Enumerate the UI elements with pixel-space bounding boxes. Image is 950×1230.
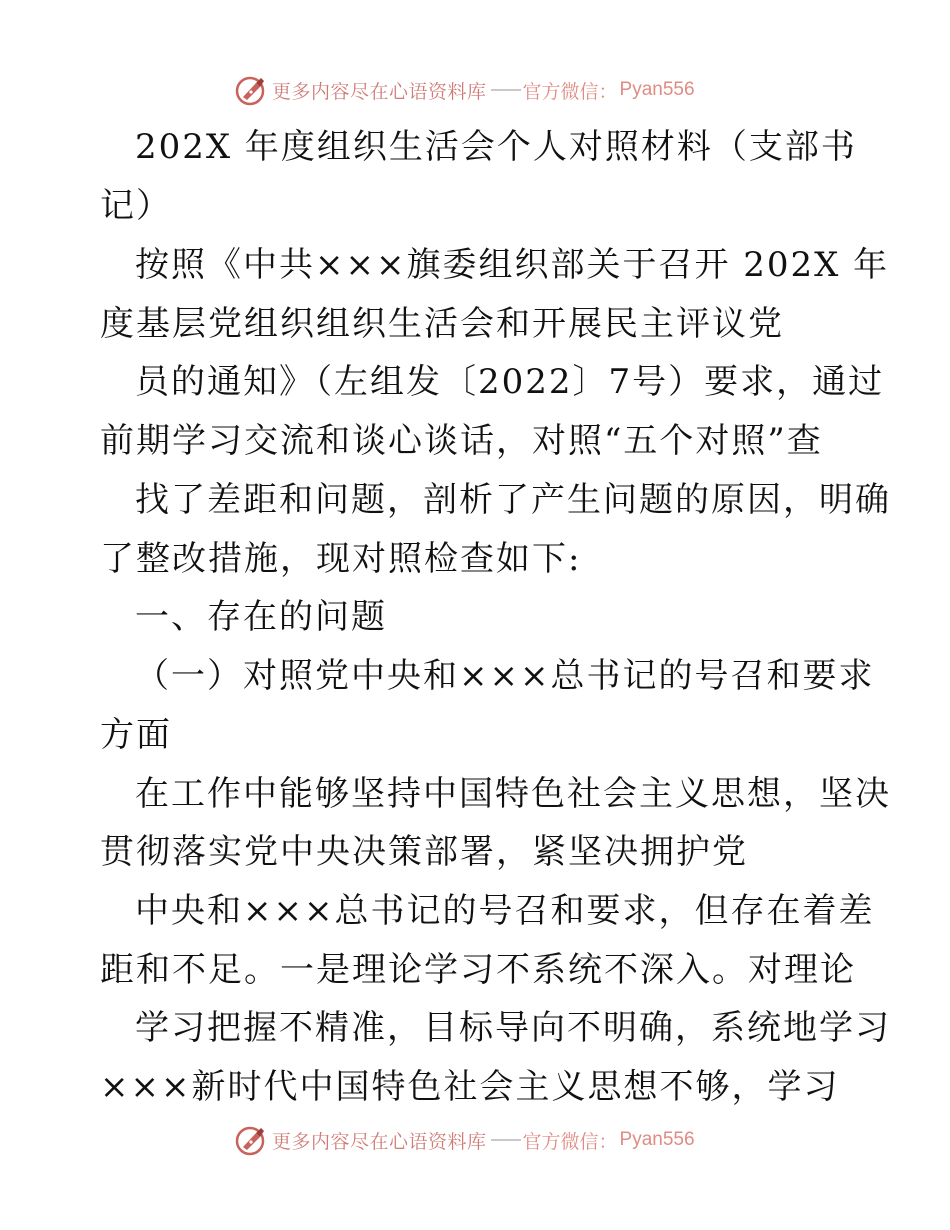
header-watermark-banner — [234, 71, 695, 109]
doc-text-line: 按照《中共×××旗委组织部关于召开 202X 年 — [135, 245, 890, 285]
watermark-text: 更多内容尽在心语资料库 — [272, 1130, 487, 1153]
doc-title-line-2: 记） — [100, 186, 172, 226]
pen-nib-logo-icon — [234, 73, 268, 107]
doc-text-line: 中央和×××总书记的号召和要求，但存在着差 — [135, 891, 875, 931]
doc-text-line: 在工作中能够坚持中国特色社会主义思想，坚决 — [135, 774, 891, 814]
watermark-divider — [491, 1139, 521, 1141]
watermark-divider — [491, 89, 521, 91]
watermark-wechat-label: 官方微信： — [522, 1130, 618, 1153]
watermark-wechat-id: Pyan556 — [619, 1129, 695, 1150]
doc-text-line: 度基层党组织组织生活会和开展民主评议党 — [100, 304, 784, 344]
doc-text-line: 学习把握不精准，目标导向不明确，系统地学习 — [135, 1008, 891, 1048]
pen-nib-logo-icon — [234, 1123, 268, 1157]
doc-text-line: ×××新时代中国特色社会主义思想不够，学习 — [100, 1067, 840, 1107]
doc-text-line: 距和不足。一是理论学习不系统不深入。对理论 — [100, 950, 856, 990]
watermark-wechat-label: 官方微信： — [522, 80, 618, 103]
subsection-heading-line-1: （一）对照党中央和×××总书记的号召和要求 — [135, 656, 875, 696]
doc-text-line: 了整改措施，现对照检查如下: — [100, 539, 582, 579]
doc-text-line: 贯彻落实党中央决策部署，紧坚决拥护党 — [100, 832, 748, 872]
doc-text-line: 员的通知》（左组发〔2022〕7号）要求，通过 — [135, 362, 885, 402]
section-heading: 一、存在的问题 — [135, 597, 387, 637]
subsection-heading-line-2: 方面 — [100, 715, 172, 755]
watermark-text: 更多内容尽在心语资料库 — [272, 80, 487, 103]
footer-watermark-banner — [234, 1121, 695, 1159]
doc-title-line-1: 202X 年度组织生活会个人对照材料（支部书 — [135, 127, 857, 167]
doc-text-line: 前期学习交流和谈心谈话，对照“五个对照”查 — [100, 421, 823, 461]
doc-text-line: 找了差距和问题，剖析了产生问题的原因，明确 — [135, 480, 891, 520]
watermark-wechat-id: Pyan556 — [619, 79, 695, 100]
